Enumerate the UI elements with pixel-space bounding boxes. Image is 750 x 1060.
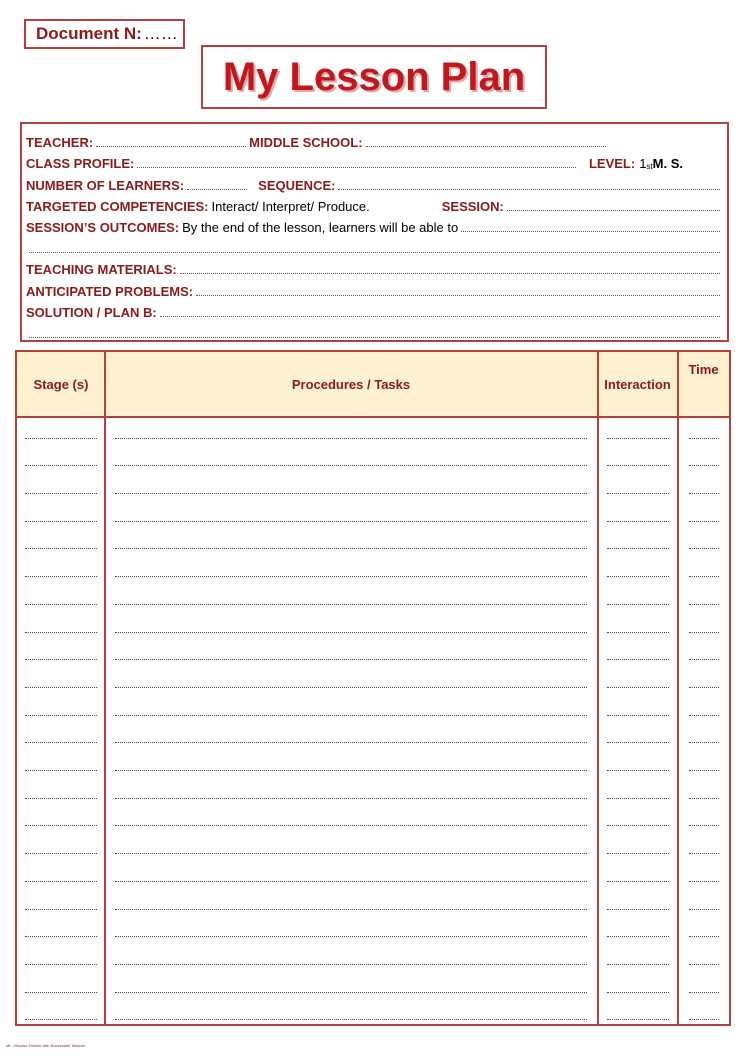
table-row: [17, 917, 729, 945]
table-row: [17, 529, 729, 557]
level-number: 1: [639, 156, 647, 172]
interaction-cell[interactable]: [607, 548, 669, 549]
stage-cell[interactable]: [25, 992, 97, 993]
time-cell[interactable]: [689, 825, 719, 826]
anticipated-problems-label: ANTICIPATED PROBLEMS:: [26, 283, 194, 299]
interaction-cell[interactable]: [607, 825, 669, 826]
time-cell[interactable]: [689, 964, 719, 965]
time-cell[interactable]: [689, 770, 719, 771]
table-row: [17, 446, 729, 474]
procedures-cell[interactable]: [115, 715, 587, 716]
table-row: [17, 473, 729, 501]
stage-cell[interactable]: [25, 742, 97, 743]
procedures-cell[interactable]: [115, 770, 587, 771]
table-row: [17, 889, 729, 917]
procedures-cell[interactable]: [115, 992, 587, 993]
interaction-cell[interactable]: [607, 493, 669, 494]
time-cell[interactable]: [689, 465, 719, 466]
solution-plan-b-field[interactable]: [160, 306, 720, 317]
lesson-plan-table: [15, 350, 731, 1026]
time-cell[interactable]: [689, 438, 719, 439]
time-cell[interactable]: [689, 632, 719, 633]
info-row-materials: [26, 256, 723, 277]
interaction-cell[interactable]: [607, 1019, 669, 1020]
session-field[interactable]: [507, 200, 720, 211]
procedures-cell[interactable]: [115, 798, 587, 799]
time-cell[interactable]: [689, 881, 719, 882]
stage-cell[interactable]: [25, 465, 97, 466]
middle-school-field[interactable]: [366, 136, 606, 147]
time-cell[interactable]: [689, 659, 719, 660]
teacher-field[interactable]: [96, 136, 246, 147]
session-outcomes-field[interactable]: [461, 221, 720, 232]
interaction-cell[interactable]: [607, 909, 669, 910]
targeted-competencies-value: Interact/ Interpret/ Produce.: [211, 198, 370, 214]
document-number-label: Document N:: [36, 24, 142, 43]
interaction-cell[interactable]: [607, 659, 669, 660]
interaction-cell[interactable]: [607, 604, 669, 605]
stage-cell[interactable]: [25, 715, 97, 716]
table-row: [17, 418, 729, 446]
lesson-info-box: [20, 122, 729, 342]
stage-cell[interactable]: [25, 632, 97, 633]
time-cell[interactable]: [689, 909, 719, 910]
stage-cell[interactable]: [25, 881, 97, 882]
interaction-cell[interactable]: [607, 632, 669, 633]
time-cell[interactable]: [689, 742, 719, 743]
interaction-cell[interactable]: [607, 798, 669, 799]
stage-cell[interactable]: [25, 853, 97, 854]
stage-cell[interactable]: [25, 964, 97, 965]
page-title: My Lesson Plan: [201, 45, 547, 109]
class-profile-field[interactable]: [137, 157, 576, 168]
procedures-cell[interactable]: [115, 604, 587, 605]
time-cell[interactable]: [689, 548, 719, 549]
solution-plan-b-label: SOLUTION / PLAN B:: [26, 304, 157, 320]
header-interaction: Interaction: [604, 376, 671, 392]
interaction-cell[interactable]: [607, 770, 669, 771]
level-value: M. S.: [652, 156, 683, 172]
time-cell[interactable]: [689, 798, 719, 799]
stage-cell[interactable]: [25, 909, 97, 910]
header-procedures: Procedures / Tasks: [291, 376, 411, 392]
table-row: [17, 667, 729, 695]
teaching-materials-label: TEACHING MATERIALS:: [26, 262, 177, 278]
time-cell[interactable]: [689, 493, 719, 494]
time-cell[interactable]: [689, 521, 719, 522]
interaction-cell[interactable]: [607, 438, 669, 439]
stage-cell[interactable]: [25, 1019, 97, 1020]
time-cell[interactable]: [689, 936, 719, 937]
time-cell[interactable]: [689, 604, 719, 605]
stage-cell[interactable]: [25, 770, 97, 771]
table-row: [17, 834, 729, 862]
stage-cell[interactable]: [25, 493, 97, 494]
table-row: [17, 806, 729, 834]
session-outcomes-label: SESSION’S OUTCOMES:: [26, 219, 180, 235]
stage-cell[interactable]: [25, 659, 97, 660]
time-cell[interactable]: [689, 576, 719, 577]
info-row-competencies: [26, 193, 723, 214]
table-row: [17, 778, 729, 806]
info-row-teacher: [26, 129, 723, 150]
interaction-cell[interactable]: [607, 715, 669, 716]
procedures-cell[interactable]: [115, 1019, 587, 1020]
table-row: [17, 612, 729, 640]
stage-cell[interactable]: [25, 687, 97, 688]
teacher-label: TEACHER:: [26, 135, 94, 151]
header-stage: Stage (s): [33, 376, 89, 392]
procedures-cell[interactable]: [115, 742, 587, 743]
table-row: [17, 861, 729, 889]
table-row: [17, 557, 729, 585]
procedures-cell[interactable]: [115, 465, 587, 466]
sequence-label: SEQUENCE:: [258, 177, 336, 193]
info-row-solution: [26, 299, 723, 320]
level-label: LEVEL:: [588, 156, 636, 172]
stage-cell[interactable]: [25, 936, 97, 937]
table-row: [17, 640, 729, 668]
procedures-cell[interactable]: [115, 687, 587, 688]
procedures-cell[interactable]: [115, 659, 587, 660]
procedures-cell[interactable]: [115, 964, 587, 965]
procedures-cell[interactable]: [115, 493, 587, 494]
table-row: [17, 723, 729, 751]
stage-cell[interactable]: [25, 798, 97, 799]
info-row-problems: [26, 277, 723, 298]
stage-cell[interactable]: [25, 604, 97, 605]
session-label: SESSION:: [441, 198, 504, 214]
stage-cell[interactable]: [25, 576, 97, 577]
level-suffix: st: [646, 162, 653, 172]
interaction-cell[interactable]: [607, 853, 669, 854]
procedures-cell[interactable]: [115, 853, 587, 854]
interaction-cell[interactable]: [607, 964, 669, 965]
interaction-cell[interactable]: [607, 936, 669, 937]
interaction-cell[interactable]: [607, 521, 669, 522]
procedures-cell[interactable]: [115, 909, 587, 910]
class-profile-label: CLASS PROFILE:: [26, 156, 135, 172]
interaction-cell[interactable]: [607, 687, 669, 688]
solution-plan-b-field-continued[interactable]: [29, 327, 720, 338]
time-cell[interactable]: [689, 853, 719, 854]
footer-credit: Mr - Mouloo Foolish with Successful Teacher: [6, 1043, 86, 1048]
time-cell[interactable]: [689, 687, 719, 688]
table-row: [17, 972, 729, 1000]
time-cell[interactable]: [689, 992, 719, 993]
procedures-cell[interactable]: [115, 632, 587, 633]
document-number-box: [24, 19, 185, 49]
table-row: [17, 501, 729, 529]
info-row-outcomes-continued: [26, 235, 723, 256]
session-outcomes-value: By the end of the lesson, learners will be able to: [182, 219, 459, 235]
sequence-field[interactable]: [338, 179, 720, 190]
number-of-learners-field[interactable]: [187, 179, 247, 190]
info-row-learners: [26, 171, 723, 192]
number-of-learners-label: NUMBER OF LEARNERS:: [26, 177, 185, 193]
table-header: [17, 352, 729, 418]
procedures-cell[interactable]: [115, 438, 587, 439]
table-row: [17, 944, 729, 972]
header-time: Time: [688, 362, 719, 377]
anticipated-problems-field[interactable]: [196, 285, 720, 296]
middle-school-label: MIDDLE SCHOOL:: [249, 135, 363, 151]
procedures-cell[interactable]: [115, 825, 587, 826]
interaction-cell[interactable]: [607, 742, 669, 743]
targeted-competencies-label: TARGETED COMPETENCIES:: [26, 198, 209, 214]
procedures-cell[interactable]: [115, 548, 587, 549]
stage-cell[interactable]: [25, 521, 97, 522]
info-row-solution-continued: [26, 320, 723, 341]
table-row: [17, 695, 729, 723]
time-cell[interactable]: [689, 715, 719, 716]
procedures-cell[interactable]: [115, 881, 587, 882]
time-cell[interactable]: [689, 1019, 719, 1020]
teaching-materials-field[interactable]: [180, 263, 720, 274]
table-row: [17, 1000, 729, 1028]
table-row: [17, 750, 729, 778]
interaction-cell[interactable]: [607, 881, 669, 882]
procedures-cell[interactable]: [115, 576, 587, 577]
interaction-cell[interactable]: [607, 465, 669, 466]
procedures-cell[interactable]: [115, 521, 587, 522]
document-number-dots: ……: [143, 24, 178, 43]
procedures-cell[interactable]: [115, 936, 587, 937]
info-row-outcomes: [26, 214, 723, 235]
interaction-cell[interactable]: [607, 576, 669, 577]
info-row-class-profile: [26, 150, 723, 171]
interaction-cell[interactable]: [607, 992, 669, 993]
stage-cell[interactable]: [25, 825, 97, 826]
stage-cell[interactable]: [25, 438, 97, 439]
stage-cell[interactable]: [25, 548, 97, 549]
table-row: [17, 584, 729, 612]
session-outcomes-field-continued[interactable]: [29, 242, 720, 253]
